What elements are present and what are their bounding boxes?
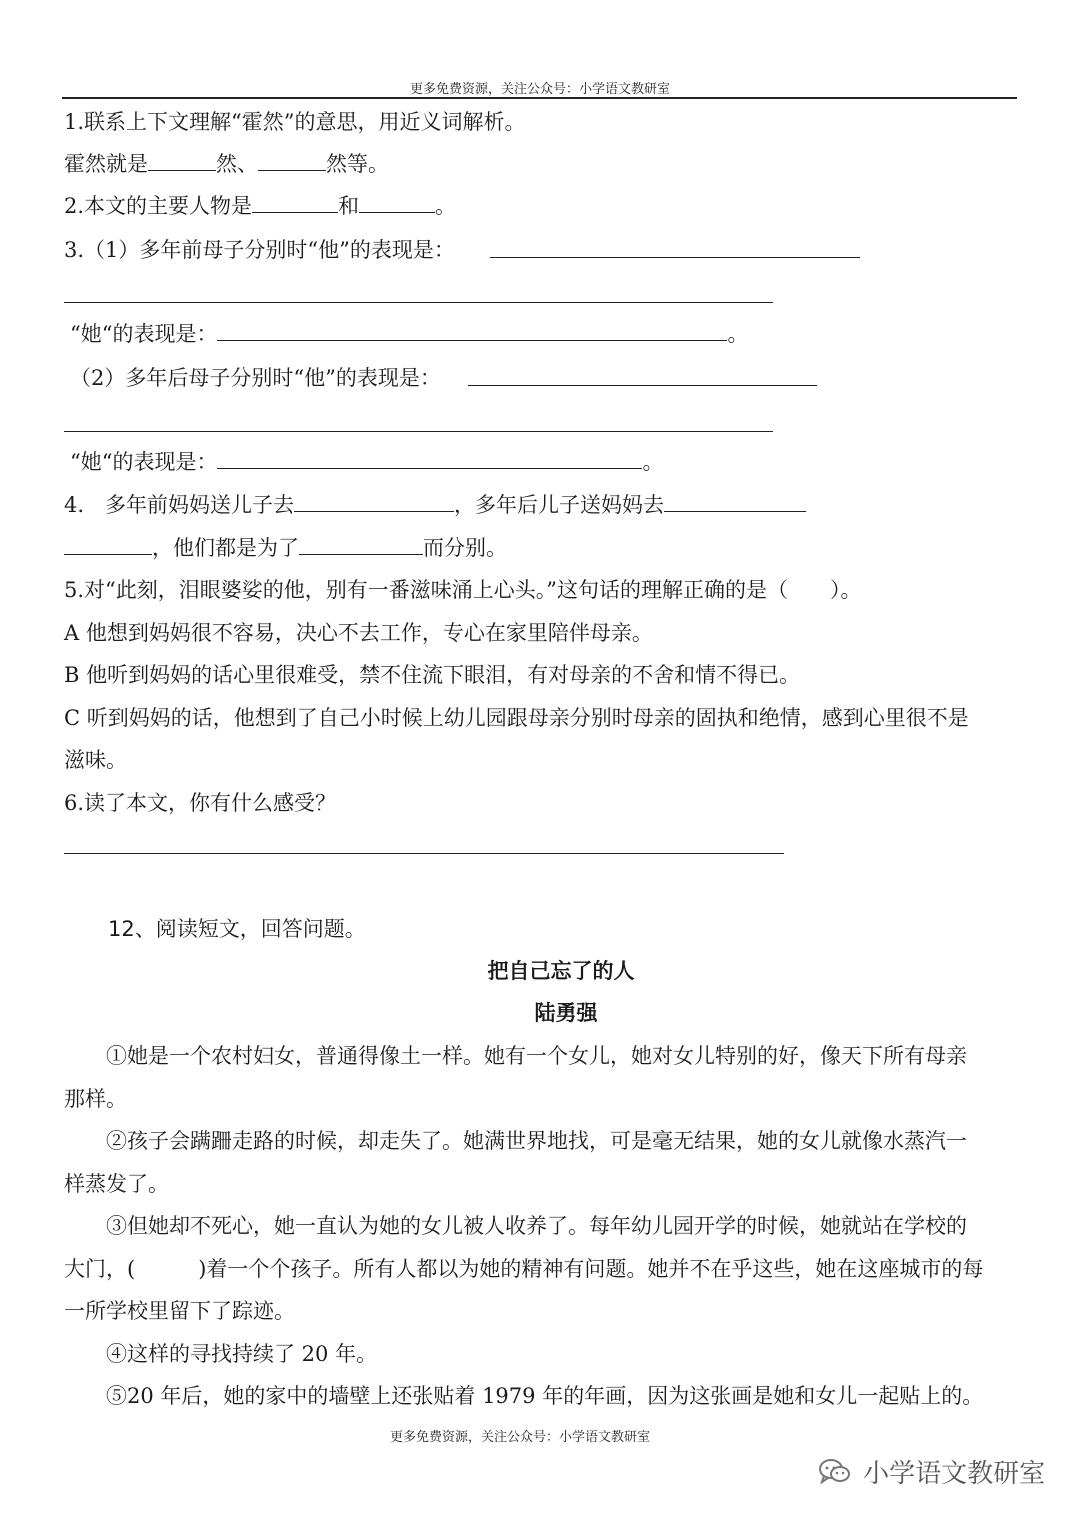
question-6: 6.读了本文，你有什么感受？ bbox=[64, 791, 337, 815]
question-1: 1.联系上下文理解“霍然”的意思，用近义词解析。 bbox=[64, 110, 526, 134]
question-3-part-1: 3.（1）多年前母子分别时“他”的表现是： bbox=[64, 238, 455, 262]
option-a[interactable]: A 他想到妈妈很不容易，决心不去工作，专心在家里陪伴母亲。 bbox=[64, 621, 653, 645]
paragraph-5: ⑤20 年后，她的家中的墙壁上还张贴着 1979 年的年画，因为这张画是她和女儿一起贴上的。 bbox=[106, 1384, 984, 1408]
question-3-she-2: “她“的表现是： 。 bbox=[70, 450, 664, 474]
blank[interactable] bbox=[664, 491, 806, 512]
section-12-intro: 12、阅读短文，回答问题。 bbox=[108, 917, 366, 941]
footer-note: 更多免费资源，关注公众号：小学语文教研室 bbox=[389, 1430, 650, 1445]
blank[interactable] bbox=[217, 448, 642, 469]
article-author: 陆勇强 bbox=[534, 1001, 598, 1025]
paragraph-3-cont-2: 一所学校里留下了踪迹。 bbox=[64, 1299, 295, 1323]
watermark bbox=[818, 1453, 1045, 1497]
paragraph-1: ①她是一个农村妇女，普通得像土一样。她有一个女儿，她对女儿特别的好，像天下所有母亲 bbox=[106, 1044, 967, 1068]
paragraph-3-cont: 大门，( )着一个个孩子。所有人都以为她的精神有问题。她并不在乎这些，她在这座城市的每 bbox=[64, 1257, 984, 1281]
question-3-part-2: （2）多年后母子分别时“他”的表现是： bbox=[70, 366, 441, 390]
question-5-stem: 5.对“此刻，泪眼婆娑的他，别有一番滋味涌上心头。”这句话的理解正确的是（ ）。 bbox=[64, 578, 862, 602]
blank[interactable] bbox=[64, 534, 152, 555]
paragraph-4: ④这样的寻找持续了 20 年。 bbox=[106, 1342, 378, 1366]
option-b[interactable]: B 他听到妈妈的话心里很难受，禁不住流下眼泪，有对母亲的不舍和情不得已。 bbox=[64, 663, 801, 687]
blank[interactable] bbox=[258, 150, 326, 171]
blank[interactable] bbox=[294, 491, 454, 512]
blank[interactable] bbox=[252, 192, 338, 213]
header-note: 更多免费资源，关注公众号：小学语文教研室 bbox=[409, 82, 670, 97]
article-title: 把自己忘了的人 bbox=[487, 959, 635, 983]
answer-line[interactable] bbox=[490, 257, 860, 258]
wechat-icon bbox=[818, 1457, 852, 1487]
paragraph-3: ③但她却不死心，她一直认为她的女儿被人收养了。每年幼儿园开学的时候，她就站在学校的 bbox=[106, 1214, 967, 1238]
question-3-she-1: “她“的表现是： 。 bbox=[70, 322, 749, 346]
paragraph-2-cont: 样蒸发了。 bbox=[64, 1172, 169, 1196]
question-2: 2.本文的主要人物是 和 。 bbox=[64, 194, 457, 218]
blank[interactable] bbox=[148, 150, 216, 171]
answer-line[interactable] bbox=[468, 385, 817, 386]
watermark-text: 小学语文教研室 bbox=[863, 1459, 1046, 1489]
answer-line[interactable] bbox=[64, 431, 773, 432]
blank[interactable] bbox=[359, 192, 435, 213]
option-c[interactable]: C 听到妈妈的话，他想到了自己小时候上幼儿园跟母亲分别时母亲的固执和绝情，感到心里很不是 bbox=[64, 706, 969, 730]
option-c-cont: 滋味。 bbox=[64, 748, 127, 772]
question-4: 4. 多年前妈妈送儿子去 ，多年后儿子送妈妈去 bbox=[64, 491, 806, 519]
paragraph-2: ②孩子会蹒跚走路的时候，却走失了。她满世界地找，可是毫无结果，她的女儿就像水蒸汽一 bbox=[106, 1129, 967, 1153]
answer-line[interactable] bbox=[64, 302, 773, 303]
answer-line[interactable] bbox=[64, 853, 784, 854]
question-4-cont: ，他们都是为了 而分别。 bbox=[64, 534, 507, 562]
blank[interactable] bbox=[217, 320, 727, 341]
blank[interactable] bbox=[299, 534, 423, 555]
header-rule bbox=[62, 97, 1017, 99]
paragraph-1-cont: 那样。 bbox=[64, 1087, 127, 1111]
question-1-fill: 霍然就是 然、 然等。 bbox=[64, 152, 389, 176]
